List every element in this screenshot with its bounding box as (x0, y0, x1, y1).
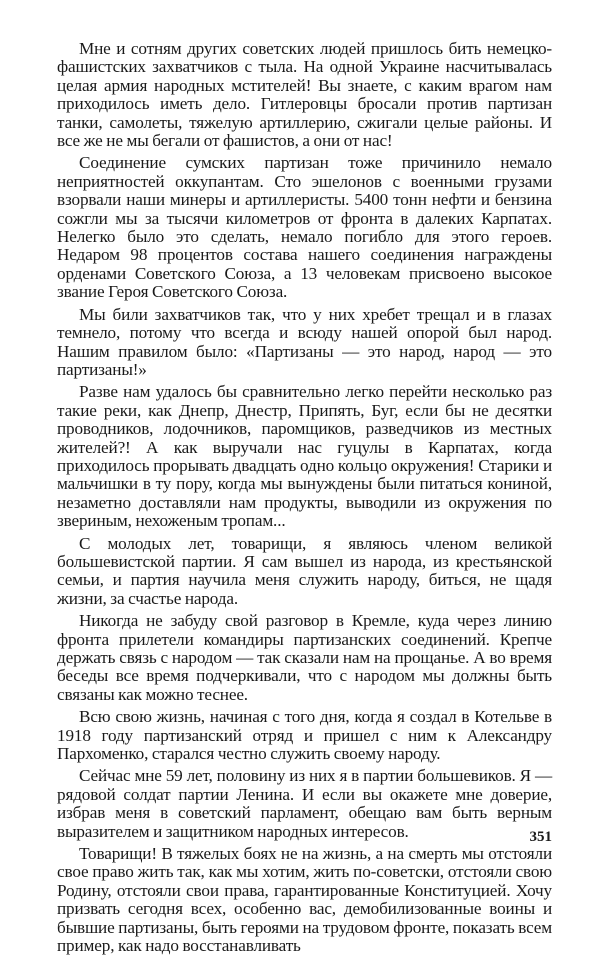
page-number: 351 (529, 829, 552, 845)
paragraph-5: С молодых лет, товарищи, я являюсь членом великой большевистской партии. Я сам вышел из народа, из крестьянской семьи, и партия научила меня служить народу, биться, не щадя жизни, за счастье народа. (57, 533, 552, 608)
paragraph-7: Всю свою жизнь, начиная с того дня, когда я создал в Котельве в 1918 году партизанский отряд и пришел с ним к Александру Пархоменко, старался честно служить своему народу. (57, 707, 552, 764)
paragraph-9: Товарищи! В тяжелых боях не на жизнь, а на смерть мы отстояли свое право жить так, как мы хотим, жить по-советски, отстояли свою Родину, отстояли свои права, гарантированные Конституцией. Хочу призвать сегодня всех, особенно вас, демобилизованные воины и бывшие партизаны, быть героями на трудовом фронте, показать всем пример, как надо восстанавливать (57, 844, 552, 956)
paragraph-2: Соединение сумских партизан тоже причинило немало неприятностей оккупантам. Сто эшелонов с военными грузами взорвали наши минеры и артиллеристы. 5400 тонн нефти и бензина сожгли мы за тысячи километров от фронта в далеких Карпатах. Нелегко было это сделать, немало погибло для этого героев. Недаром 98 процентов состава нашего соединения награждены орденами Советского Союза, а 13 человекам присвоено высокое звание Героя Советского Союза. (57, 153, 552, 302)
paragraph-6: Никогда не забуду свой разговор в Кремле, куда через линию фронта прилетели командиры партизанских соединений. Крепче держать связь с народом — так сказали нам на прощанье. А во время беседы все время подчеркивали, что с народом мы должны быть связаны как можно теснее. (57, 611, 552, 704)
paragraph-3: Мы били захватчиков так, что у них хребет трещал и в глазах темнело, потому что всегда и всюду нашей опорой был народ. Нашим правилом было: «Партизаны — это народ, народ — это партизаны!» (57, 304, 552, 379)
paragraph-1: Мне и сотням других советских людей пришлось бить немецко-фашистских захватчиков с тыла. На одной Украине насчитывалась целая армия народных мстителей! Вы знаете, с каким врагом нам приходилось иметь дело. Гитлеровцы бросали против партизан танки, самолеты, тяжелую артиллерию, сжигали целые районы. И все же не мы бегали от фашистов, а они от нас! (57, 39, 552, 151)
paragraph-4: Разве нам удалось бы сравнительно легко перейти несколько раз такие реки, как Днепр, Днестр, Припять, Буг, если бы не десятки проводников, лодочников, паромщиков, разведчиков из местных жителей?! А как выручали нас гуцулы в Карпатах, когда приходилось прорывать двадцать одно кольцо окружения! Старики и мальчишки в ту пору, когда мы вынуждены были питаться кониной, незаметно доставляли нам продукты, выводили из окружения по звериным, нехоженым тропам... (57, 382, 552, 531)
paragraph-8: Сейчас мне 59 лет, половину из них я в партии большевиков. Я — рядовой солдат партии Ленина. И если вы окажете мне доверие, избрав меня в советский парламент, обещаю вам быть верным выразителем и защитником народных интересов. (57, 766, 552, 841)
